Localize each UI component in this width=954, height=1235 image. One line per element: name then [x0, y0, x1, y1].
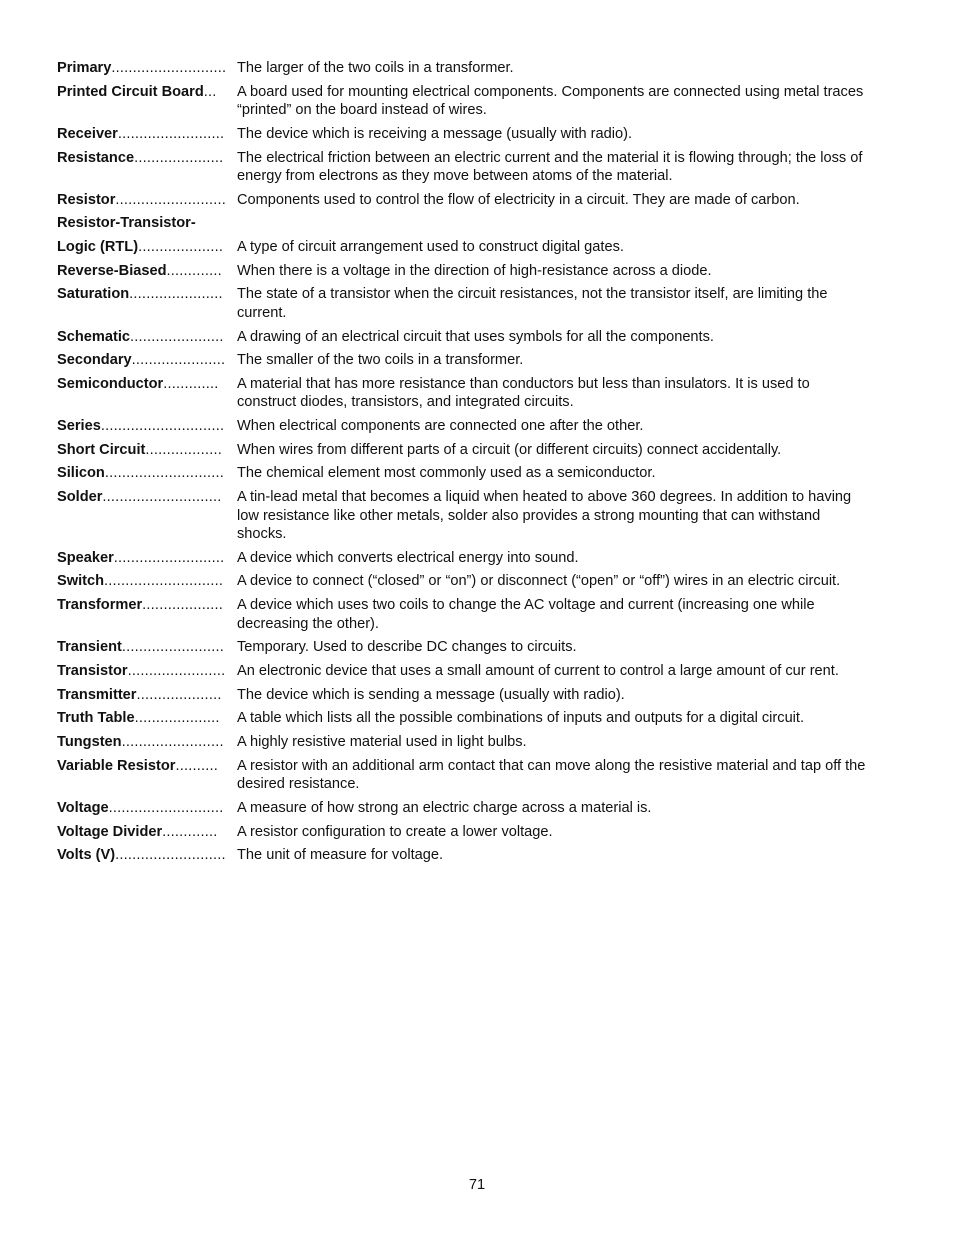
- term-column: [57, 262, 237, 280]
- glossary-term: Saturation: [57, 286, 130, 303]
- glossary-definition: The unit of measure for voltage.: [237, 847, 444, 864]
- glossary-definition: The larger of the two coils in a transformer.: [237, 60, 514, 76]
- glossary-entry: [57, 285, 872, 322]
- glossary-definition: A measure of how strong an electric charge across a material is.: [237, 799, 652, 816]
- glossary-definition: The smaller of the two coils in a transformer.: [237, 352, 524, 369]
- term-column: [57, 59, 237, 77]
- term-column: [57, 351, 237, 369]
- leader-dots: ......................: [129, 286, 223, 303]
- glossary-definition: Temporary. Used to describe DC changes to circuits.: [237, 639, 577, 656]
- glossary-term: Volts (V): [57, 847, 116, 864]
- leader-dots: ............................: [104, 573, 224, 590]
- glossary-term: Truth Table: [57, 710, 135, 727]
- glossary-term: Schematic: [57, 328, 131, 345]
- glossary-definition: Components used to control the flow of electricity in a circuit. They are made of carbon.: [237, 191, 800, 208]
- glossary-entry: [57, 662, 872, 680]
- term-column: [57, 572, 237, 590]
- leader-dots: ..........................: [115, 847, 226, 864]
- glossary-definition: When wires from different parts of a circuit (or different circuits) connect accidentally.: [237, 441, 782, 458]
- leader-dots: .............: [166, 262, 222, 279]
- leader-dots: ...........................: [108, 799, 224, 816]
- glossary-definition: A material that has more resistance than conductors but less than insulators. It is used to construct diodes, transistors, and integrated circuits.: [237, 375, 810, 411]
- glossary-term: Speaker: [57, 549, 114, 566]
- leader-dots: ......................: [130, 328, 224, 345]
- glossary-term: Receiver: [57, 125, 118, 142]
- glossary-entry: [57, 709, 872, 727]
- leader-dots: ....................: [136, 686, 222, 703]
- glossary-definition: A resistor with an additional arm contact that can move along the resistive material and tap off the desired resistance.: [237, 757, 866, 793]
- glossary-entry: [57, 572, 872, 590]
- glossary-definition: A device which uses two coils to change the AC voltage and current (increasing one while decreasing the other).: [237, 597, 815, 632]
- term-column: [57, 596, 237, 633]
- glossary-term: Transistor: [57, 662, 128, 679]
- leader-dots: .............................: [100, 418, 225, 435]
- leader-dots: ...........................: [111, 60, 227, 76]
- term-column: [57, 125, 237, 143]
- term-column: [57, 214, 237, 232]
- glossary-term: Resistance: [57, 149, 135, 166]
- glossary-definition: A device to connect (“closed” or “on”) or disconnect (“open” or “off”) wires in an electric circuit.: [237, 573, 841, 590]
- glossary-entry: [57, 83, 872, 120]
- term-column: [57, 823, 237, 841]
- leader-dots: ...: [203, 83, 217, 100]
- glossary-entry: [57, 191, 872, 209]
- leader-dots: ........................: [121, 639, 225, 656]
- glossary-definition: A device which converts electrical energy into sound.: [237, 549, 579, 566]
- glossary-term: Transformer: [57, 597, 143, 614]
- glossary-definition: The electrical friction between an electric current and the material it is flowing through; the loss of energy from electrons as they move between atoms of the material.: [237, 149, 863, 184]
- glossary-term: Voltage: [57, 799, 109, 816]
- term-column: [57, 149, 237, 186]
- glossary-entry: [57, 549, 872, 567]
- term-column: [57, 686, 237, 704]
- glossary-term: Silicon: [57, 465, 105, 482]
- term-column: [57, 709, 237, 727]
- glossary-term: Resistor: [57, 191, 116, 208]
- glossary-entry: [57, 238, 872, 256]
- glossary-entry: [57, 596, 872, 633]
- leader-dots: ............................: [104, 465, 224, 482]
- glossary-entry: [57, 351, 872, 369]
- glossary-entry: [57, 328, 872, 346]
- glossary-entry: [57, 149, 872, 186]
- term-column: [57, 662, 237, 680]
- glossary-entry: [57, 464, 872, 482]
- glossary-definition: When there is a voltage in the direction of high-resistance across a diode.: [237, 262, 712, 279]
- glossary-entry: [57, 823, 872, 841]
- glossary-entry: [57, 59, 872, 77]
- glossary-definition: The chemical element most commonly used as a semiconductor.: [237, 465, 656, 482]
- glossary-term: Variable Resistor: [57, 757, 176, 774]
- leader-dots: .......................: [127, 662, 226, 679]
- leader-dots: ..........................: [115, 191, 227, 208]
- glossary-definition: A type of circuit arrangement used to construct digital gates.: [237, 239, 624, 256]
- glossary-entry: [57, 262, 872, 280]
- term-column: [57, 238, 237, 256]
- glossary-term: Logic (RTL): [57, 239, 139, 256]
- glossary-definition: When electrical components are connected one after the other.: [237, 418, 644, 435]
- glossary-definition: An electronic device that uses a small amount of current to control a large amount of cur rent.: [237, 662, 839, 679]
- glossary-entry: [57, 125, 872, 143]
- term-column: [57, 757, 237, 794]
- glossary-definition: The state of a transistor when the circuit resistances, not the transistor itself, are limiting the current.: [237, 286, 828, 321]
- term-column: [57, 488, 237, 543]
- glossary-entry: [57, 757, 872, 794]
- glossary-term: Series: [57, 418, 101, 435]
- glossary-definition: A resistor configuration to create a lower voltage.: [237, 823, 553, 840]
- glossary-definition: [237, 214, 872, 232]
- term-column: [57, 285, 237, 322]
- glossary-definition: A tin-lead metal that becomes a liquid when heated to above 360 degrees. In addition to having low resistance like other metals, solder also provides a strong mounting that can withstand shocks.: [237, 489, 852, 542]
- term-column: [57, 375, 237, 412]
- glossary-entry: [57, 733, 872, 751]
- glossary-entry: [57, 214, 872, 232]
- term-column: [57, 846, 237, 864]
- leader-dots: ....................: [134, 710, 220, 727]
- glossary-entry: [57, 686, 872, 704]
- leader-dots: .....................: [134, 149, 224, 166]
- glossary-term: Printed Circuit Board: [57, 83, 204, 100]
- glossary-term: Voltage Divider: [57, 823, 163, 840]
- glossary-entry: [57, 441, 872, 459]
- glossary-term: Transmitter: [57, 686, 137, 703]
- glossary-list: [57, 59, 872, 870]
- glossary-entry: [57, 799, 872, 817]
- page-number: 71: [468, 1177, 486, 1193]
- term-column: [57, 464, 237, 482]
- term-column: [57, 549, 237, 567]
- glossary-term: Transient: [57, 639, 122, 656]
- term-column: [57, 191, 237, 209]
- leader-dots: ..........: [175, 757, 218, 774]
- leader-dots: ...................: [142, 597, 224, 614]
- leader-dots: ..........................: [113, 549, 225, 566]
- leader-dots: .............: [162, 823, 218, 840]
- term-column: [57, 417, 237, 435]
- glossary-term: Solder: [57, 489, 103, 506]
- term-column: [57, 799, 237, 817]
- term-column: [57, 638, 237, 656]
- leader-dots: ............................: [102, 489, 222, 506]
- term-column: [57, 733, 237, 751]
- glossary-term: Resistor-Transistor-: [57, 215, 196, 232]
- term-column: [57, 441, 237, 459]
- glossary-term: Tungsten: [57, 734, 122, 751]
- glossary-definition: A drawing of an electrical circuit that uses symbols for all the components.: [237, 328, 714, 345]
- glossary-definition: A board used for mounting electrical components. Components are connected using metal traces “printed” on the board instead of wires.: [237, 83, 864, 119]
- leader-dots: .........................: [117, 125, 225, 142]
- leader-dots: .............: [163, 375, 219, 392]
- leader-dots: ......................: [131, 352, 226, 369]
- glossary-entry: [57, 638, 872, 656]
- glossary-term: Semiconductor: [57, 375, 164, 392]
- glossary-term: Secondary: [57, 352, 132, 369]
- glossary-definition: A highly resistive material used in light bulbs.: [237, 734, 527, 751]
- glossary-term: Short Circuit: [57, 441, 146, 458]
- leader-dots: ....................: [138, 239, 224, 256]
- term-column: [57, 328, 237, 346]
- glossary-definition: A table which lists all the possible combinations of inputs and outputs for a digital circuit.: [237, 710, 805, 727]
- glossary-entry: [57, 375, 872, 412]
- glossary-term: Reverse-Biased: [57, 262, 167, 279]
- glossary-definition: The device which is sending a message (usually with radio).: [237, 686, 625, 703]
- glossary-entry: [57, 846, 872, 864]
- glossary-definition: The device which is receiving a message (usually with radio).: [237, 125, 633, 142]
- leader-dots: ........................: [121, 734, 224, 751]
- glossary-entry: [57, 488, 872, 543]
- leader-dots: ..................: [145, 441, 222, 458]
- glossary-entry: [57, 417, 872, 435]
- term-column: [57, 83, 237, 120]
- glossary-term: Primary: [57, 60, 112, 76]
- glossary-term: Switch: [57, 573, 105, 590]
